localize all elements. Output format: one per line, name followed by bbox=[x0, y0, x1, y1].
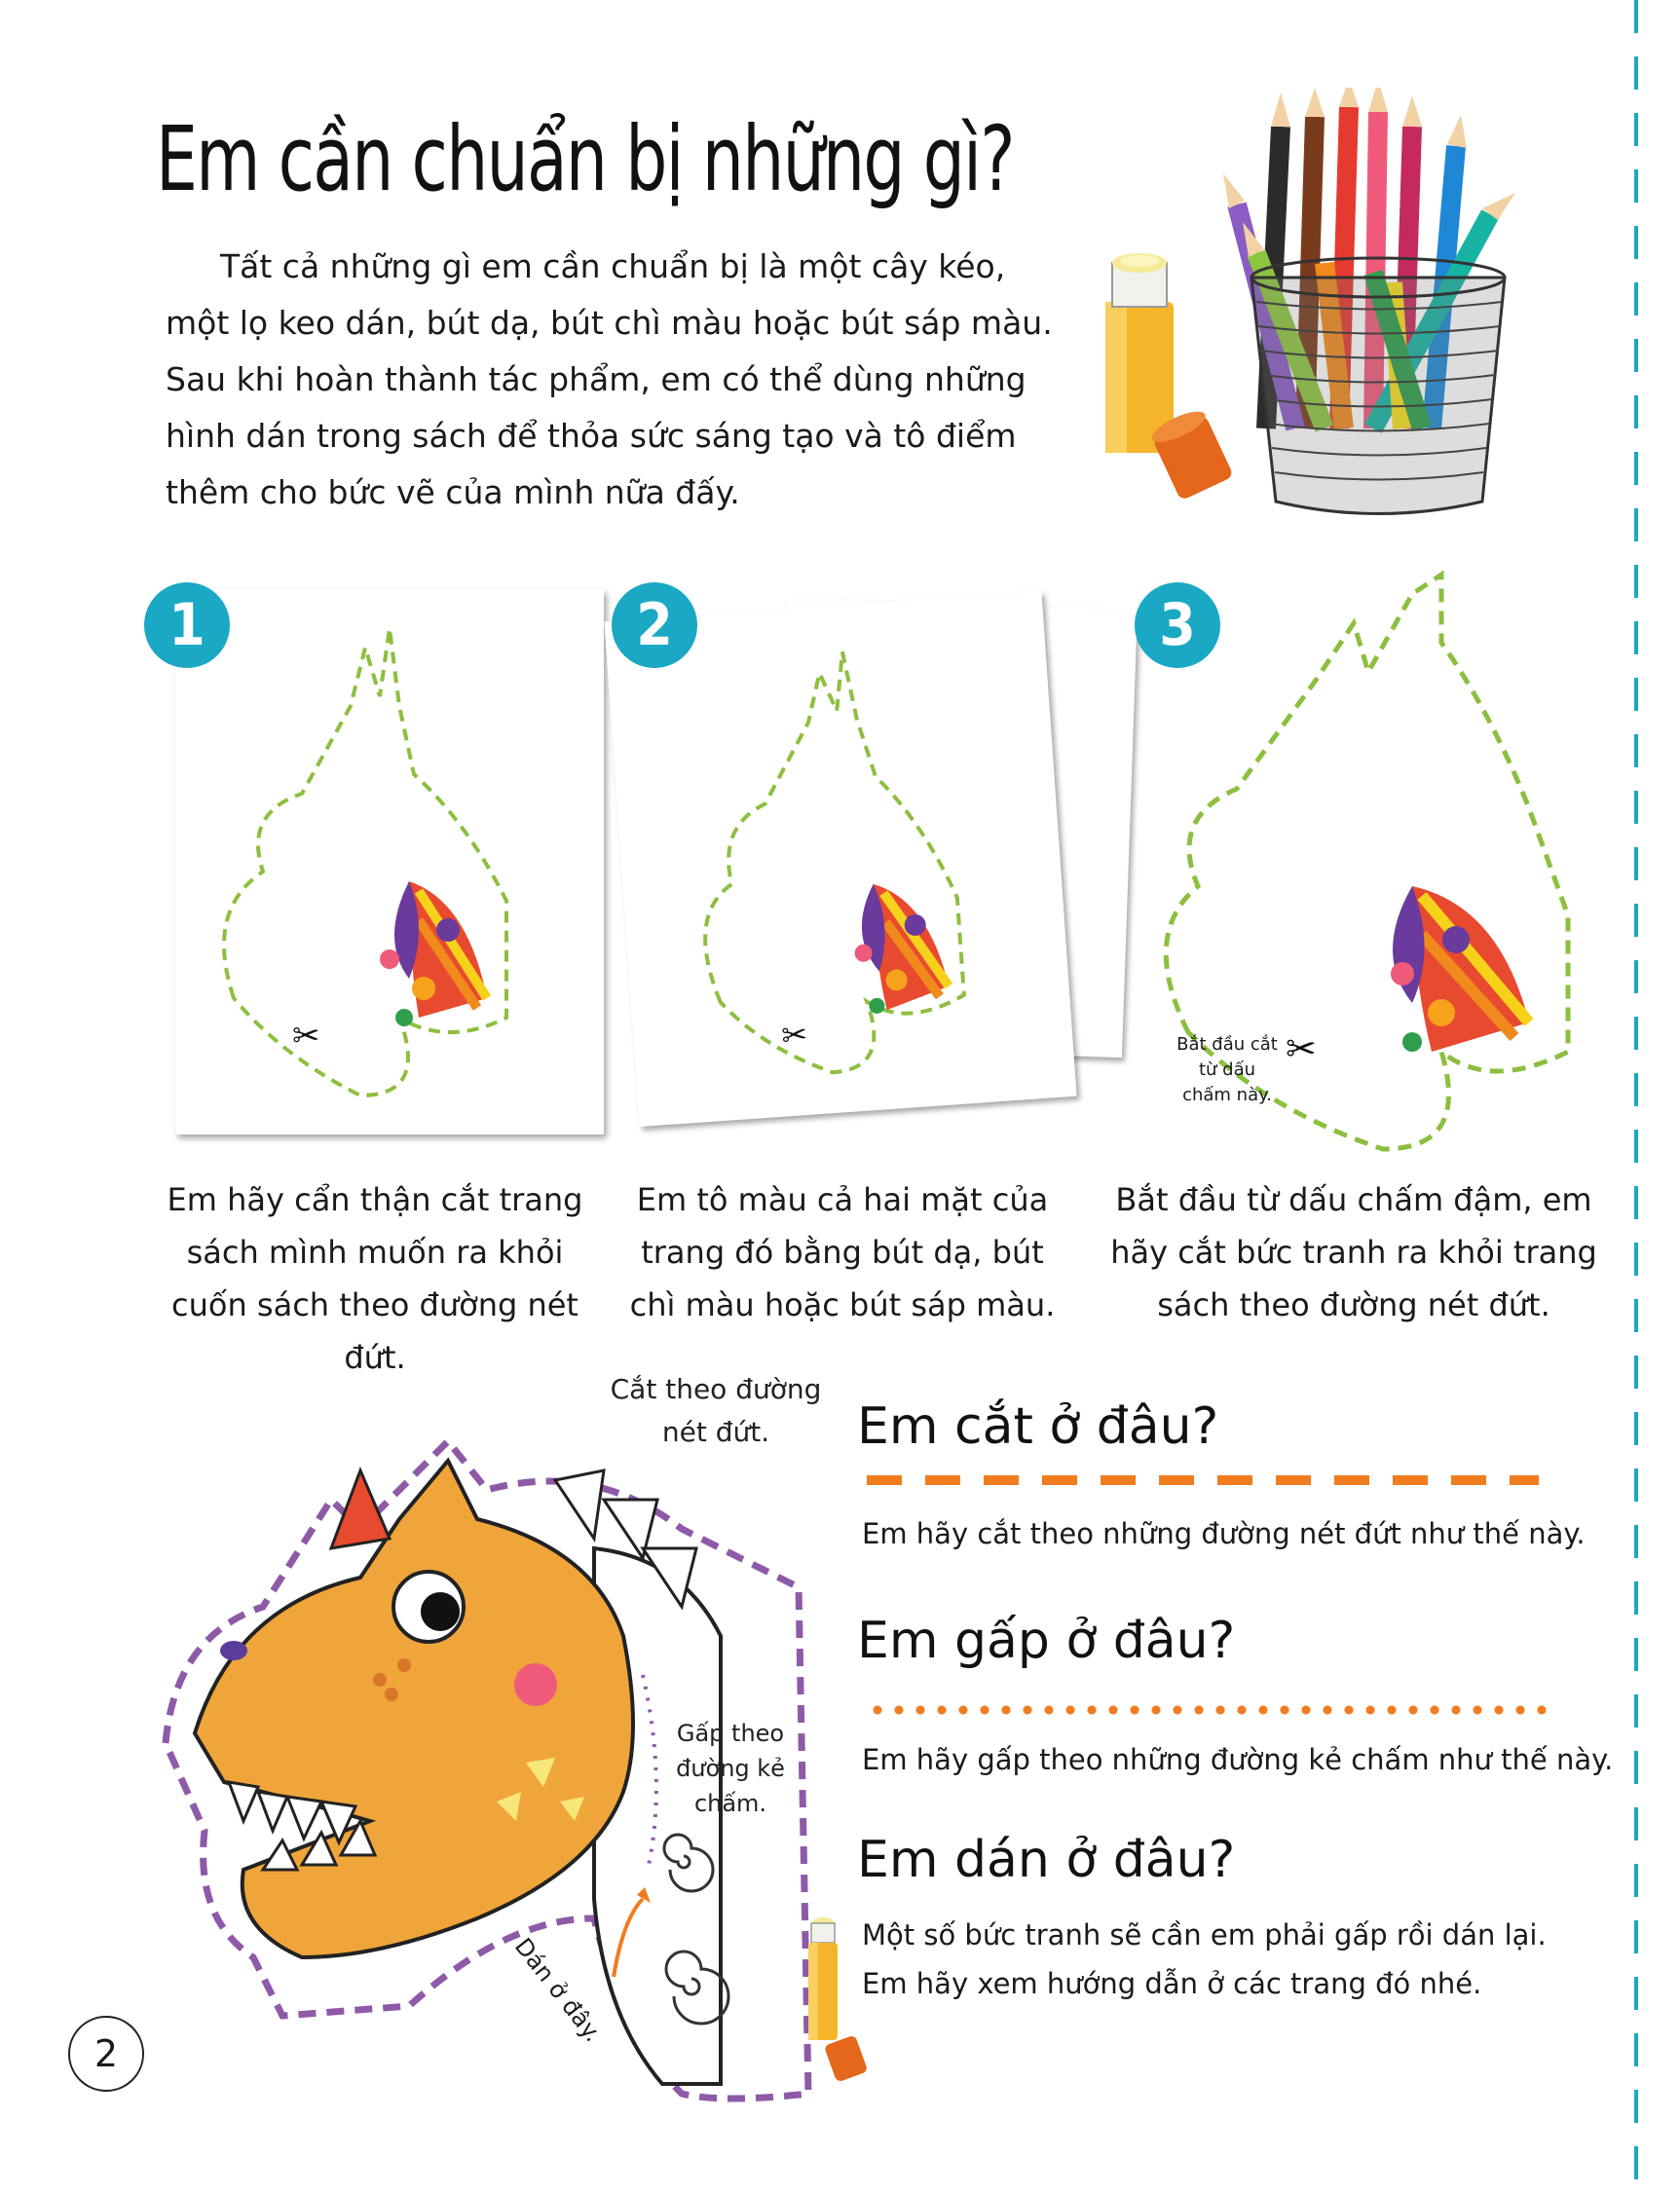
intro-paragraph bbox=[166, 239, 1062, 521]
cut-section-title: Em cắt ở đâu? bbox=[857, 1397, 1219, 1456]
glue-section-text-1: Một số bức tranh sẽ cần em phải gấp rồi dán lại. bbox=[862, 1918, 1547, 1951]
small-glue-stick-icon bbox=[799, 1909, 877, 2084]
cut-label: Cắt theo đường nét đứt. bbox=[610, 1373, 822, 1448]
glue-section-title: Em dán ở đâu? bbox=[857, 1831, 1236, 1889]
step-1-badge: 1 bbox=[144, 582, 230, 668]
step-2-badge: 2 bbox=[612, 582, 697, 668]
step-2-caption: Em tô màu cả hai mặt của trang đó bằng bút dạ, bút chì màu hoặc bút sáp màu. bbox=[629, 1181, 1056, 1323]
fold-section-title: Em gấp ở đâu? bbox=[857, 1612, 1236, 1670]
step-2-dino bbox=[633, 613, 1052, 1110]
fold-dot-sample bbox=[867, 1705, 1558, 1715]
glue-section-text-2: Em hãy xem hướng dẫn ở các trang đó nhé. bbox=[862, 1967, 1482, 2000]
fold-section-text: Em hãy gấp theo những đường kẻ chấm như thế này. bbox=[862, 1743, 1614, 1776]
page-title: Em cần chuẩn bị những gì? bbox=[156, 107, 1014, 211]
scissors-icon: ✂ bbox=[779, 1015, 809, 1055]
pencil-cup-icon bbox=[1223, 88, 1515, 514]
step-3-caption: Bắt đầu từ dấu chấm đậm, em hãy cắt bức tranh ra khỏi trang sách theo đường nét đứt. bbox=[1110, 1181, 1597, 1323]
step-3-badge: 3 bbox=[1135, 582, 1220, 668]
page-number: 2 bbox=[68, 2016, 144, 2092]
scissors-icon: ✂ bbox=[1286, 1027, 1317, 1070]
glue-label: Dán ở đây. bbox=[508, 1933, 608, 2048]
glue-stick-icon bbox=[1105, 253, 1234, 501]
step-3-start-note: Bắt đầu cắt từ dấu chấm này. bbox=[1176, 1034, 1278, 1105]
fold-label: Gấp theo đường kẻ chấm. bbox=[676, 1720, 785, 1817]
supplies-illustration bbox=[1081, 88, 1539, 545]
step-1-dino bbox=[175, 589, 604, 1134]
scissors-icon: ✂ bbox=[292, 1017, 320, 1056]
step-1-caption: Em hãy cẩn thận cắt trang sách mình muốn ra khỏi cuốn sách theo đường nét đứt. bbox=[167, 1181, 583, 1376]
page-edge-cut-line bbox=[1634, 0, 1638, 2193]
cut-dash-sample bbox=[867, 1475, 1539, 1485]
cut-section-text: Em hãy cắt theo những đường nét đứt như thế này. bbox=[862, 1517, 1586, 1550]
intro-text: Tất cả những gì em cần chuẩn bị là một cây kéo, một lọ keo dán, bút dạ, bút chì màu hoặc bút sáp màu. Sau khi hoàn thành tác phẩm, em có thể dùng những hình dán trong sách để thỏa sức sáng tạo và tô điểm thêm cho bức vẽ của mình nữa đấy. bbox=[166, 247, 1053, 511]
